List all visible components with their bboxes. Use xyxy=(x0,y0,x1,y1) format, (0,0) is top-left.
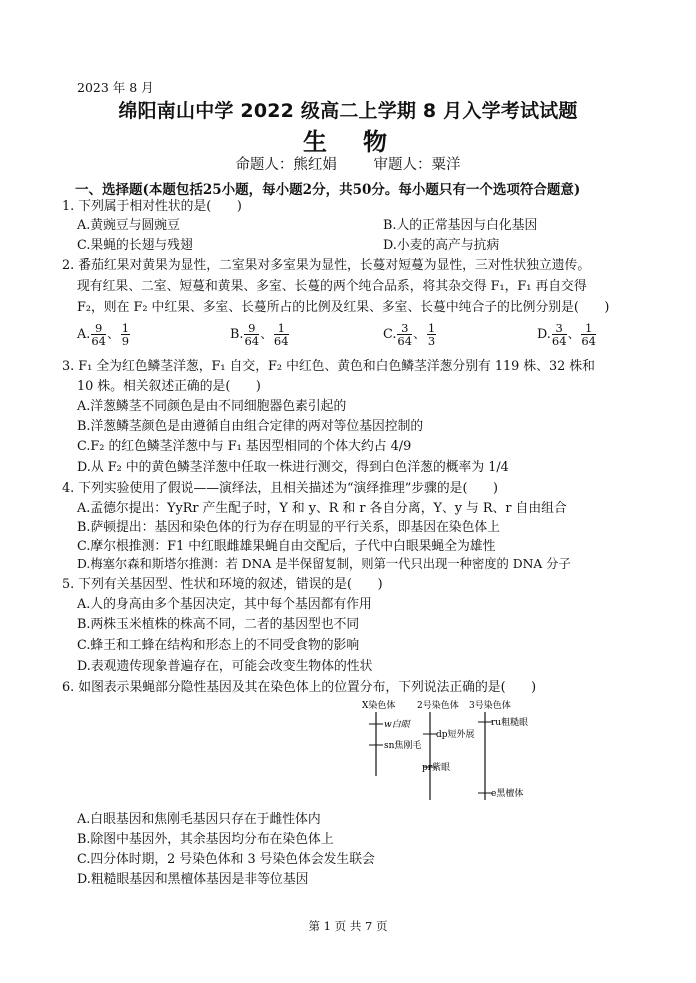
gene-e: e黑檀体 xyxy=(491,789,524,799)
question-2-stem-line3: F₂，则在 F₂ 中红果、多室、长蔓所占的比例及红果、多室、长蔓中纯合子的比例分别是( ) xyxy=(77,300,610,315)
gene-sn: sn焦刚毛 xyxy=(384,741,422,751)
page-number: 第 1 页 共 7 页 xyxy=(308,919,388,933)
question-3-option-b: B.洋葱鳞茎颜色是由遵循自由组合定律的两对等位基因控制的 xyxy=(77,419,424,434)
question-5-option-b: B.两株玉米植株的株高不同，二者的基因型也不同 xyxy=(77,617,360,632)
question-4-option-b: B.萨顿提出：基因和染色体的行为存在明显的平行关系，即基因在染色体上 xyxy=(77,520,500,535)
question-1-option-c: C.果蝇的长翅与残翅 xyxy=(77,238,193,253)
chrom-3-label: 3号染色体 xyxy=(469,701,511,711)
chrom-2-label: 2号染色体 xyxy=(417,701,459,711)
question-3-option-a: A.洋葱鳞茎不同颜色是由不同细胞器色素引起的 xyxy=(77,399,347,414)
question-1-option-d: D.小麦的高产与抗病 xyxy=(383,238,500,253)
section-heading: 一、选择题(本题包括25小题，每小题2分，共50分。每小题只有一个选项符合题意) xyxy=(75,182,581,198)
question-6-option-b: B.除图中基因外，其余基因均分布在染色体上 xyxy=(77,832,334,847)
exam-subject: 生 物 xyxy=(303,128,393,156)
question-5-option-a: A.人的身高由多个基因决定，其中每个基因都有作用 xyxy=(77,597,372,612)
question-6-option-a: A.白眼基因和焦刚毛基因只存在于雌性体内 xyxy=(77,812,321,827)
chromosome-figure xyxy=(360,697,575,807)
gene-ru: ru粗糙眼 xyxy=(491,718,529,728)
exam-authors xyxy=(0,153,696,174)
question-2-option-a: A. $\frac{9}{64}$ 、 $\frac{1}{9}$ xyxy=(77,321,130,348)
question-2-stem-line2: 现有红果、二室、短蔓和黄果、多室、长蔓的两个纯合品系，将其杂交得 F₁，F₁ 再自交得 xyxy=(77,279,587,294)
question-6-option-d: D.粗糙眼基因和黑檀体基因是非等位基因 xyxy=(77,872,309,887)
gene-w: w白眼 xyxy=(384,720,410,730)
chrom-x-label: X染色体 xyxy=(362,701,396,711)
question-3-option-d: D.从 F₂ 中的黄色鳞茎洋葱中任取一株进行测交，得到白色洋葱的概率为 1/4 xyxy=(77,460,509,475)
exam-title: 绵阳南山中学 2022 级高二上学期 8 月入学考试试题 xyxy=(118,100,578,122)
question-1-option-b: B.人的正常基因与白化基因 xyxy=(383,218,538,233)
question-2-stem-line1: 2. 番茄红果对黄果为显性，二室果对多室果为显性，长蔓对短蔓为显性，三对性状独立遗传。 xyxy=(62,258,591,273)
gene-pr: pr紫眼 xyxy=(422,763,451,773)
question-1-option-a: A.黄豌豆与圆豌豆 xyxy=(77,218,180,233)
question-6-option-c: C.四分体时期，2 号染色体和 3 号染色体会发生联会 xyxy=(77,852,375,867)
question-4-option-a: A.孟德尔提出：YyRr 产生配子时，Y 和 y、R 和 r 各自分离，Y、y 与 R、r 自由组合 xyxy=(77,501,567,516)
question-2-option-b: B. $\frac{9}{64}$ 、 $\frac{1}{64}$ xyxy=(230,321,289,348)
question-6-stem: 6. 如图表示果蝇部分隐性基因及其在染色体上的位置分布，下列说法正确的是( ) xyxy=(62,680,537,695)
question-4-option-c: C.摩尔根推测：F1 中红眼雌雄果蝇自由交配后，子代中白眼果蝇全为雄性 xyxy=(77,539,496,554)
author: 命题人：熊红娟 xyxy=(235,157,337,173)
question-4-stem: 4. 下列实验使用了假说——演绎法，且相关描述为“演绎推理”步骤的是( ) xyxy=(62,481,499,496)
question-3-stem-line2: 10 株。相关叙述正确的是( ) xyxy=(77,379,261,394)
exam-date: 2023 年 8 月 xyxy=(77,80,154,95)
question-5-stem: 5. 下列有关基因型、性状和环境的叙述，错误的是( ) xyxy=(62,577,383,592)
question-1-stem: 1. 下列属于相对性状的是( ) xyxy=(62,199,242,214)
question-2-option-c: C. $\frac{3}{64}$ 、 $\frac{1}{3}$ xyxy=(383,321,436,348)
reviewer: 审题人：粟洋 xyxy=(373,157,461,173)
question-4-option-d: D.梅塞尔森和斯塔尔推测：若 DNA 是半保留复制，则第一代只出现一种密度的 DNA 分子 xyxy=(77,557,571,571)
question-5-option-d: D.表观遗传现象普遍存在，可能会改变生物体的性状 xyxy=(77,659,373,674)
question-3-option-c: C.F₂ 的红色鳞茎洋葱中与 F₁ 基因型相同的个体大约占 4/9 xyxy=(77,439,412,454)
question-3-stem-line1: 3. F₁ 全为红色鳞茎洋葱，F₁ 自交，F₂ 中红色、黄色和白色鳞茎洋葱分别有 119 株、32 株和 xyxy=(62,359,595,374)
question-5-option-c: C.蜂王和工蜂在结构和形态上的不同受食物的影响 xyxy=(77,638,360,653)
gene-dp: dp短外展 xyxy=(436,730,475,740)
question-2-option-d: D. $\frac{3}{64}$ 、 $\frac{1}{64}$ xyxy=(537,321,596,348)
